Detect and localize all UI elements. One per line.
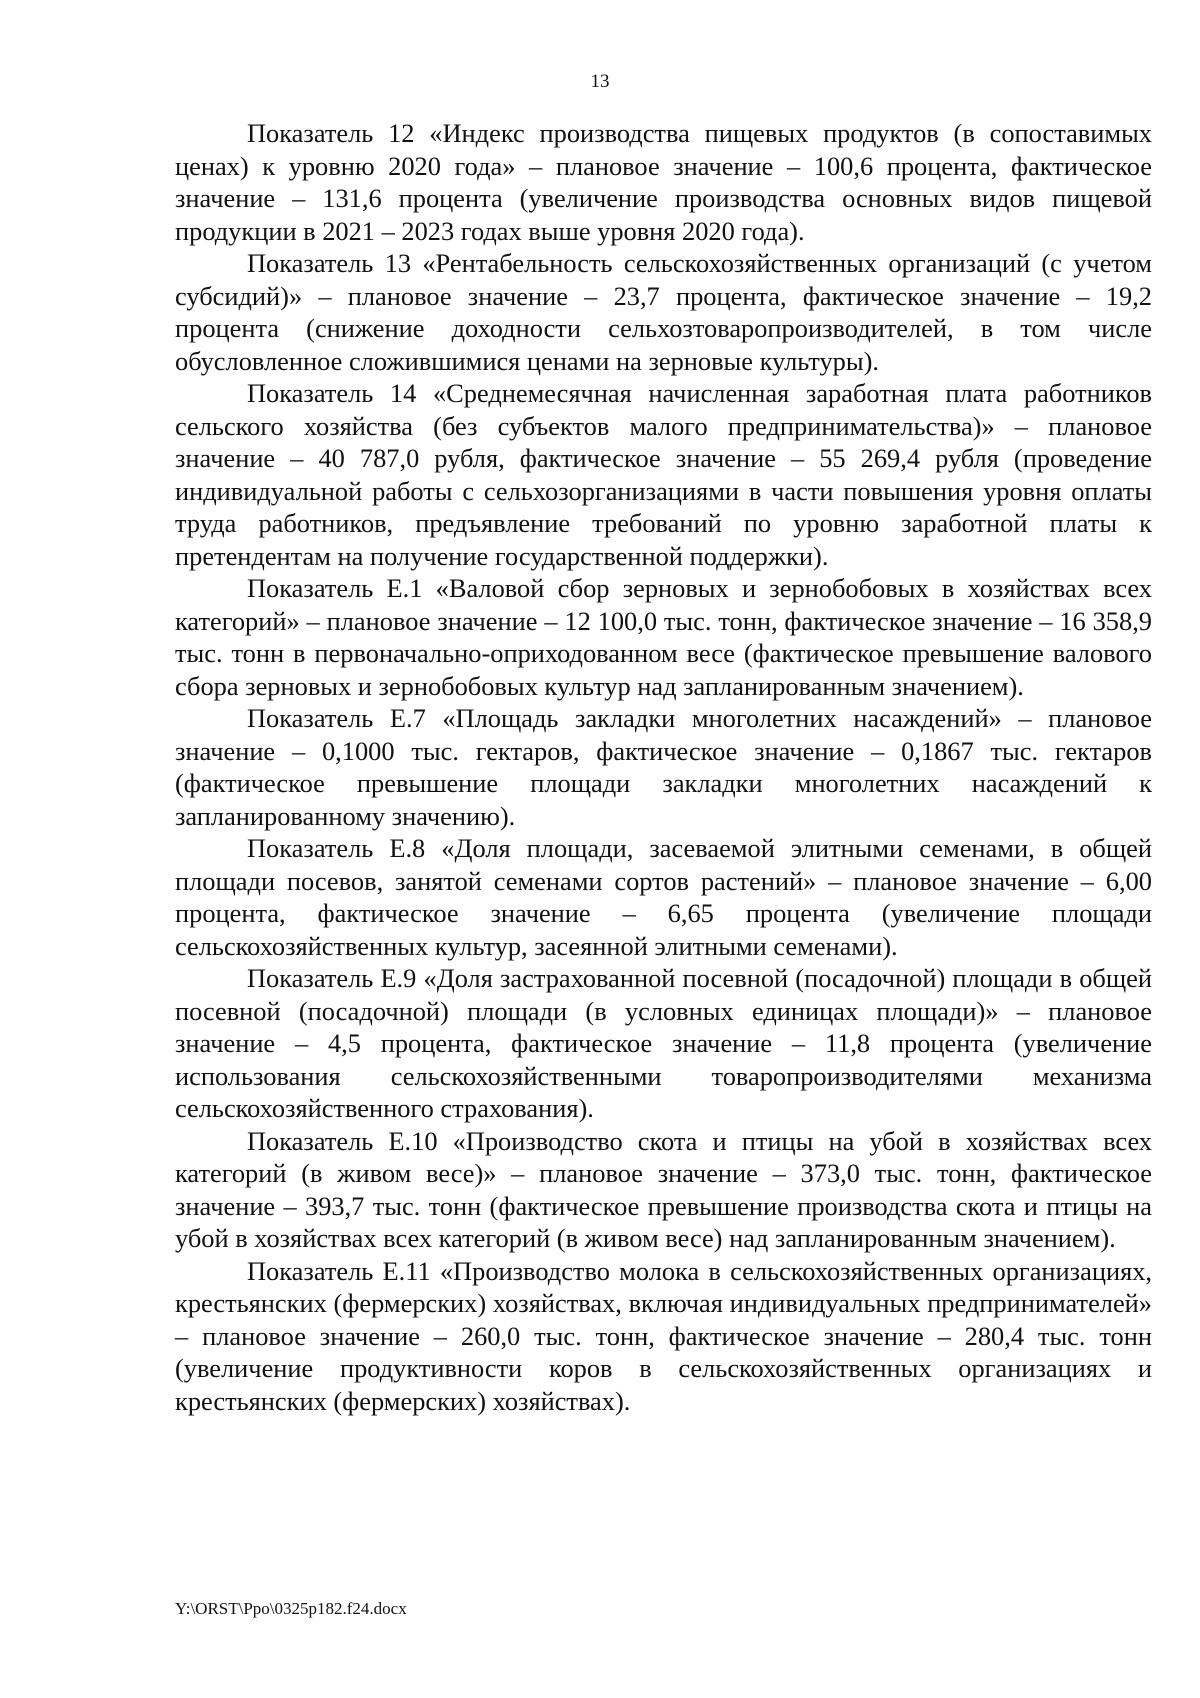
paragraph-indicator-e1: Показатель Е.1 «Валовой сбор зерновых и зернобобовых в хозяйствах всех категорий» – плановое значение – 12 100,0 тыс. тонн, фактическое значение – 16 358,9 тыс. тонн в первоначально-оприходованном весе (фактическое превышение валового сбора зерновых и зернобобовых культур над запланированным значением). <box>175 573 1152 701</box>
document-body <box>175 117 1152 1417</box>
paragraph-indicator-e11: Показатель Е.11 «Производство молока в сельскохозяйственных организациях, крестьянских (фермерских) хозяйствах, включая индивидуальных предпринимателей» – плановое значение – 260,0 тыс. тонн, фактическое значение – 280,4 тыс. тонн (увеличение продуктивности коров в сельскохозяйственных организациях и крестьянских (фермерских) хозяйствах). <box>175 1255 1152 1416</box>
paragraph-indicator-12: Показатель 12 «Индекс производства пищевых продуктов (в сопоставимых ценах) к уровню 2020 года» – плановое значение – 100,6 процента, фактическое значение – 131,6 процента (увеличение производства основных видов пищевой продукции в 2021 – 2023 годах выше уровня 2020 года). <box>175 118 1152 246</box>
footer-file-path: Y:\ORST\Ppo\0325p182.f24.docx <box>175 1599 407 1618</box>
paragraph-indicator-e7: Показатель Е.7 «Площадь закладки многолетних насаждений» – плановое значение – 0,1000 тыс. гектаров, фактическое значение – 0,1867 тыс. гектаров (фактическое превышение площади закладки многолетних насаждений к запланированному значению). <box>175 703 1152 831</box>
page-number: 13 <box>590 71 610 92</box>
paragraph-indicator-e10: Показатель Е.10 «Производство скота и птицы на убой в хозяйствах всех категорий (в живом весе)» – плановое значение – 373,0 тыс. тонн, фактическое значение – 393,7 тыс. тонн (фактическое превышение производства скота и птицы на убой в хозяйствах всех категорий (в живом весе) над запланированным значением). <box>175 1125 1152 1253</box>
paragraph-indicator-13: Показатель 13 «Рентабельность сельскохозяйственных организаций (с учетом субсидий)» – плановое значение – 23,7 процента, фактическое значение – 19,2 процента (снижение доходности сельхозтоваропроизводителей, в том числе обусловленное сложившимися ценами на зерновые культуры). <box>175 248 1152 376</box>
paragraph-indicator-e9: Показатель Е.9 «Доля застрахованной посевной (посадочной) площади в общей посевной (посадочной) площади (в условных единицах площади)» – плановое значение – 4,5 процента, фактическое значение – 11,8 процента (увеличение использования сельскохозяйственными товаропроизводителями механизма сельскохозяйственного страхования). <box>175 963 1152 1123</box>
paragraph-indicator-14: Показатель 14 «Среднемесячная начисленная заработная плата работников сельского хозяйства (без субъектов малого предпринимательства)» – плановое значение – 40 787,0 рубля, фактическое значение – 55 269,4 рубля (проведение индивидуальной работы с сельхозорганизациями в части повышения уровня оплаты труда работников, предъявление требований по уровню заработной платы к претендентам на получение государственной поддержки). <box>175 378 1152 571</box>
paragraph-indicator-e8: Показатель Е.8 «Доля площади, засеваемой элитными семенами, в общей площади посевов, занятой семенами сортов растений» – плановое значение – 6,00 процента, фактическое значение – 6,65 процента (увеличение площади сельскохозяйственных культур, засеянной элитными семенами). <box>175 833 1152 961</box>
